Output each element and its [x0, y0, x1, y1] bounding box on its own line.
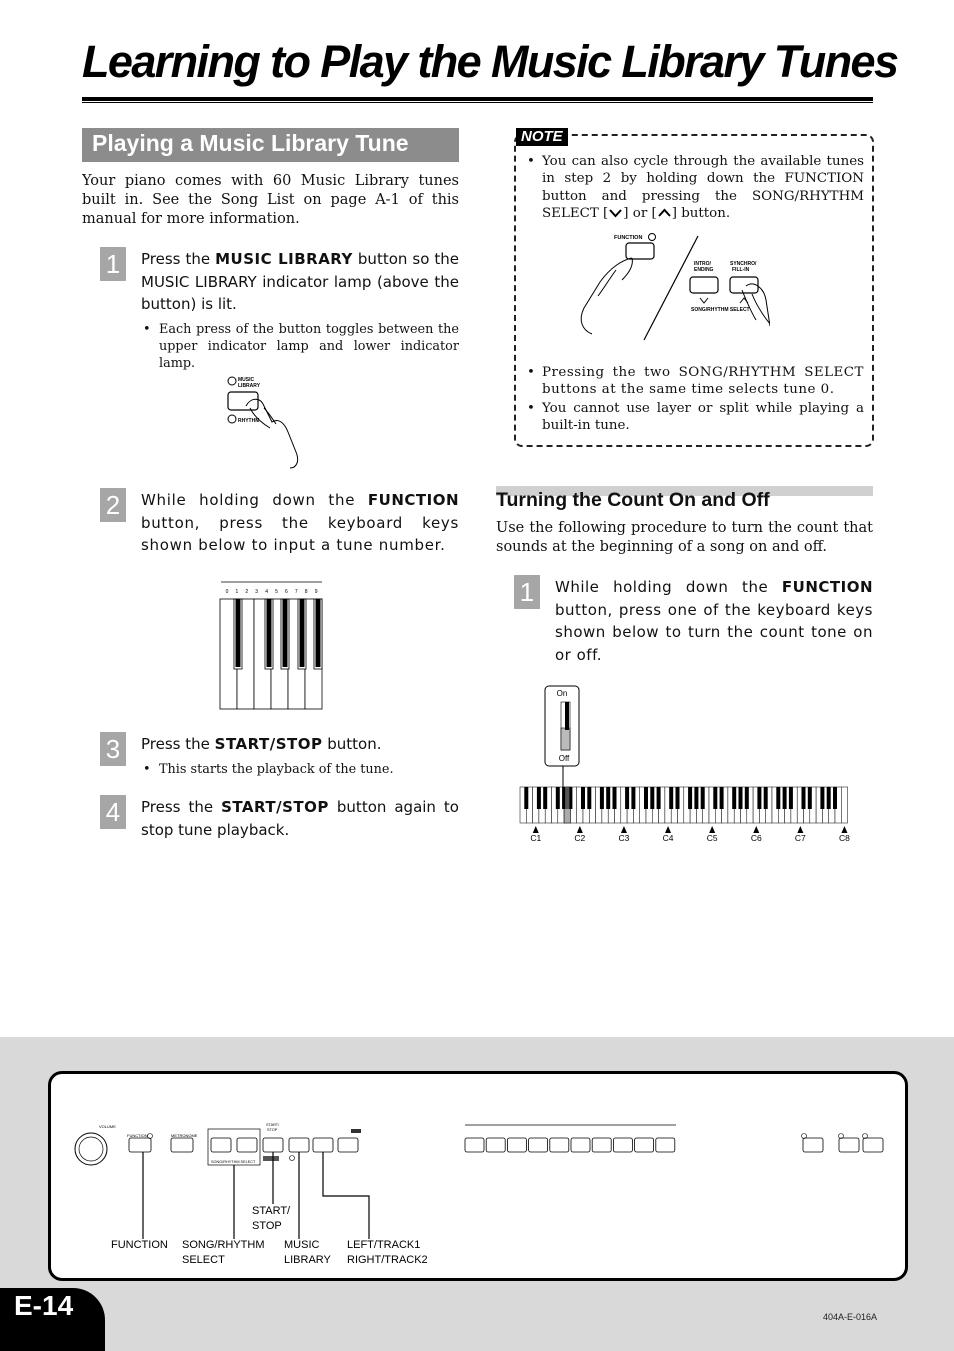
octave-marker [797, 826, 803, 833]
black-key [613, 787, 617, 809]
tone-button [550, 1138, 569, 1152]
svg-text:VOLUME: VOLUME [99, 1124, 116, 1129]
step-1-bullet: • Each press of the button toggles between the upper indicator lamp and lower indicator lamp. [141, 321, 459, 372]
black-key-fill [283, 599, 288, 667]
black-key [650, 787, 654, 809]
black-key-fill [316, 599, 321, 667]
svg-text:FUNCTION: FUNCTION [127, 1133, 148, 1138]
digit-label: 4 [265, 589, 268, 595]
white-key [841, 787, 847, 823]
section-heading-playing: Playing a Music Library Tune [82, 128, 459, 162]
black-key [556, 787, 560, 809]
fig-label-music-library: MUSIC [238, 377, 255, 383]
count-intro: Use the following procedure to turn the count that sounds at the beginning of a song on and off. [496, 520, 873, 555]
octave-label: C2 [574, 833, 586, 843]
tone-button [571, 1138, 590, 1152]
panel-label-music-library: MUSIC LIBRARY [284, 1239, 331, 1266]
digit-label: 3 [255, 589, 259, 595]
octave-label: C7 [794, 833, 806, 843]
octave-marker [709, 826, 715, 833]
note-bullet-1: • You can also cycle through the available tunes in step 2 by holding down the FUNCTION button and pressing the SONG/RHYTHM SELECT [ ] or [ ] button. [527, 153, 864, 223]
black-key [827, 787, 831, 809]
tune-number-keyboard-figure [217, 579, 325, 711]
svg-text:SONG/RHYTHM SELECT: SONG/RHYTHM SELECT [691, 307, 750, 313]
black-key [688, 787, 692, 809]
panel-label-function: FUNCTION [111, 1239, 168, 1251]
black-key [669, 787, 673, 809]
octave-label: C3 [618, 833, 630, 843]
function-select-illustration [570, 230, 770, 348]
black-key [757, 787, 761, 809]
callout-on-label: On [556, 689, 568, 698]
page-number: E-14 [14, 1290, 74, 1321]
tone-button [635, 1138, 654, 1152]
octave-marker [665, 826, 671, 833]
svg-text:SONG/RHYTHM SELECT: SONG/RHYTHM SELECT [211, 1160, 256, 1164]
title-rule-thin [82, 102, 873, 103]
digit-label: 2 [245, 589, 249, 595]
black-key [537, 787, 541, 809]
chevron-down-icon [608, 206, 623, 219]
black-key [713, 787, 717, 809]
octave-marker [841, 826, 847, 833]
black-key [732, 787, 736, 809]
svg-text:LIBRARY: LIBRARY [238, 383, 261, 389]
digit-label: 0 [225, 589, 229, 595]
note-bullet-2: • Pressing the two SONG/RHYTHM SELECT buttons at the same time selects tune 0. [527, 364, 864, 399]
black-key [631, 787, 635, 809]
black-key [581, 787, 585, 809]
black-key [720, 787, 724, 809]
octave-marker [621, 826, 627, 833]
black-key-fill [267, 599, 272, 667]
digit-label: 1 [235, 589, 239, 595]
tone-button [656, 1138, 675, 1152]
black-key [701, 787, 705, 809]
black-key [820, 787, 824, 809]
highlight-key-top [565, 787, 569, 809]
tone-button [529, 1138, 548, 1152]
digit-label: 8 [304, 589, 308, 595]
step-number: 1 [514, 575, 540, 609]
chevron-up-icon [657, 206, 672, 219]
black-key [657, 787, 661, 809]
octave-label: C1 [530, 833, 542, 843]
octave-label: C5 [706, 833, 718, 843]
octave-label: C4 [662, 833, 674, 843]
section-heading-count: Turning the Count On and Off [496, 489, 770, 511]
black-key [776, 787, 780, 809]
black-key [783, 787, 787, 809]
tone-button [592, 1138, 611, 1152]
black-key [802, 787, 806, 809]
svg-text:INTRO/: INTRO/ [694, 261, 711, 267]
black-key [606, 787, 610, 809]
black-key-fill [300, 599, 305, 667]
black-key [808, 787, 812, 809]
svg-text:SYNCHRO/: SYNCHRO/ [730, 261, 757, 267]
step-4-text: Press the START/STOP button again to stop tune playback. [141, 798, 459, 839]
octave-marker [753, 826, 759, 833]
step-1-text: Press the MUSIC LIBRARY button so the MUSIC LIBRARY indicator lamp (above the button) is lit. [141, 250, 460, 313]
black-key [789, 787, 793, 809]
step-number: 2 [100, 488, 126, 522]
title-rule [82, 97, 873, 101]
svg-text:ENDING: ENDING [694, 267, 714, 273]
panel-label-left-right: LEFT/TRACK1 RIGHT/TRACK2 [347, 1239, 428, 1266]
octave-marker [577, 826, 583, 833]
step-number: 1 [100, 247, 126, 281]
digit-label: 7 [294, 589, 298, 595]
step-2-text: While holding down the FUNCTION button, press the keyboard keys shown below to input a tune number. [141, 491, 459, 554]
panel-label-song-rhythm: SONG/RHYTHM SELECT [182, 1239, 265, 1266]
count-keyboard-figure [515, 684, 855, 844]
octave-marker [533, 826, 539, 833]
step-3-text: Press the START/STOP button. [141, 735, 382, 753]
black-key [833, 787, 837, 809]
svg-text:METRONOME: METRONOME [171, 1133, 198, 1138]
black-key [524, 787, 528, 809]
black-key-fill [236, 599, 241, 667]
black-key [694, 787, 698, 809]
digit-label: 5 [275, 589, 278, 595]
music-library-button-illustration [220, 372, 330, 472]
panel-label-start-stop: START/ STOP [252, 1205, 291, 1232]
section-intro: Your piano comes with 60 Music Library tunes built in. See the Song List on page A-1 of this manual for more information. [82, 173, 459, 227]
page-title: Learning to Play the Music Library Tunes [82, 36, 898, 87]
step-number: 4 [100, 795, 126, 829]
black-key [543, 787, 547, 809]
step-3-bullet: • This starts the playback of the tune. [141, 761, 459, 778]
black-key [676, 787, 680, 809]
octave-label: C8 [839, 833, 850, 843]
svg-text:FUNCTION: FUNCTION [614, 235, 643, 241]
control-panel-illustration [51, 1074, 905, 1278]
svg-text:START/: START/ [266, 1123, 280, 1127]
step-number: 3 [100, 732, 126, 766]
svg-text:FILL-IN: FILL-IN [732, 267, 750, 273]
digit-label: 6 [285, 589, 288, 595]
svg-text:STOP: STOP [267, 1128, 278, 1132]
callout-off-label: Off [558, 754, 570, 763]
black-key [644, 787, 648, 809]
tone-button [486, 1138, 505, 1152]
octave-label: C6 [750, 833, 762, 843]
digit-label: 9 [314, 589, 318, 595]
black-key [600, 787, 604, 809]
black-key [625, 787, 629, 809]
black-key [739, 787, 743, 809]
note-tag: NOTE [516, 128, 568, 146]
black-key [745, 787, 749, 809]
fig-label-rhythm: RHYTHM [238, 418, 260, 424]
note-bullet-3: • You cannot use layer or split while playing a built-in tune. [527, 400, 864, 435]
tone-button [507, 1138, 526, 1152]
document-code: 404A-E-016A [823, 1312, 878, 1322]
count-step-text: While holding down the FUNCTION button, press one of the keyboard keys shown below to turn the count tone on or off. [555, 578, 873, 664]
black-key [764, 787, 768, 809]
black-key [587, 787, 591, 809]
tone-button [613, 1138, 632, 1152]
tone-button [465, 1138, 484, 1152]
